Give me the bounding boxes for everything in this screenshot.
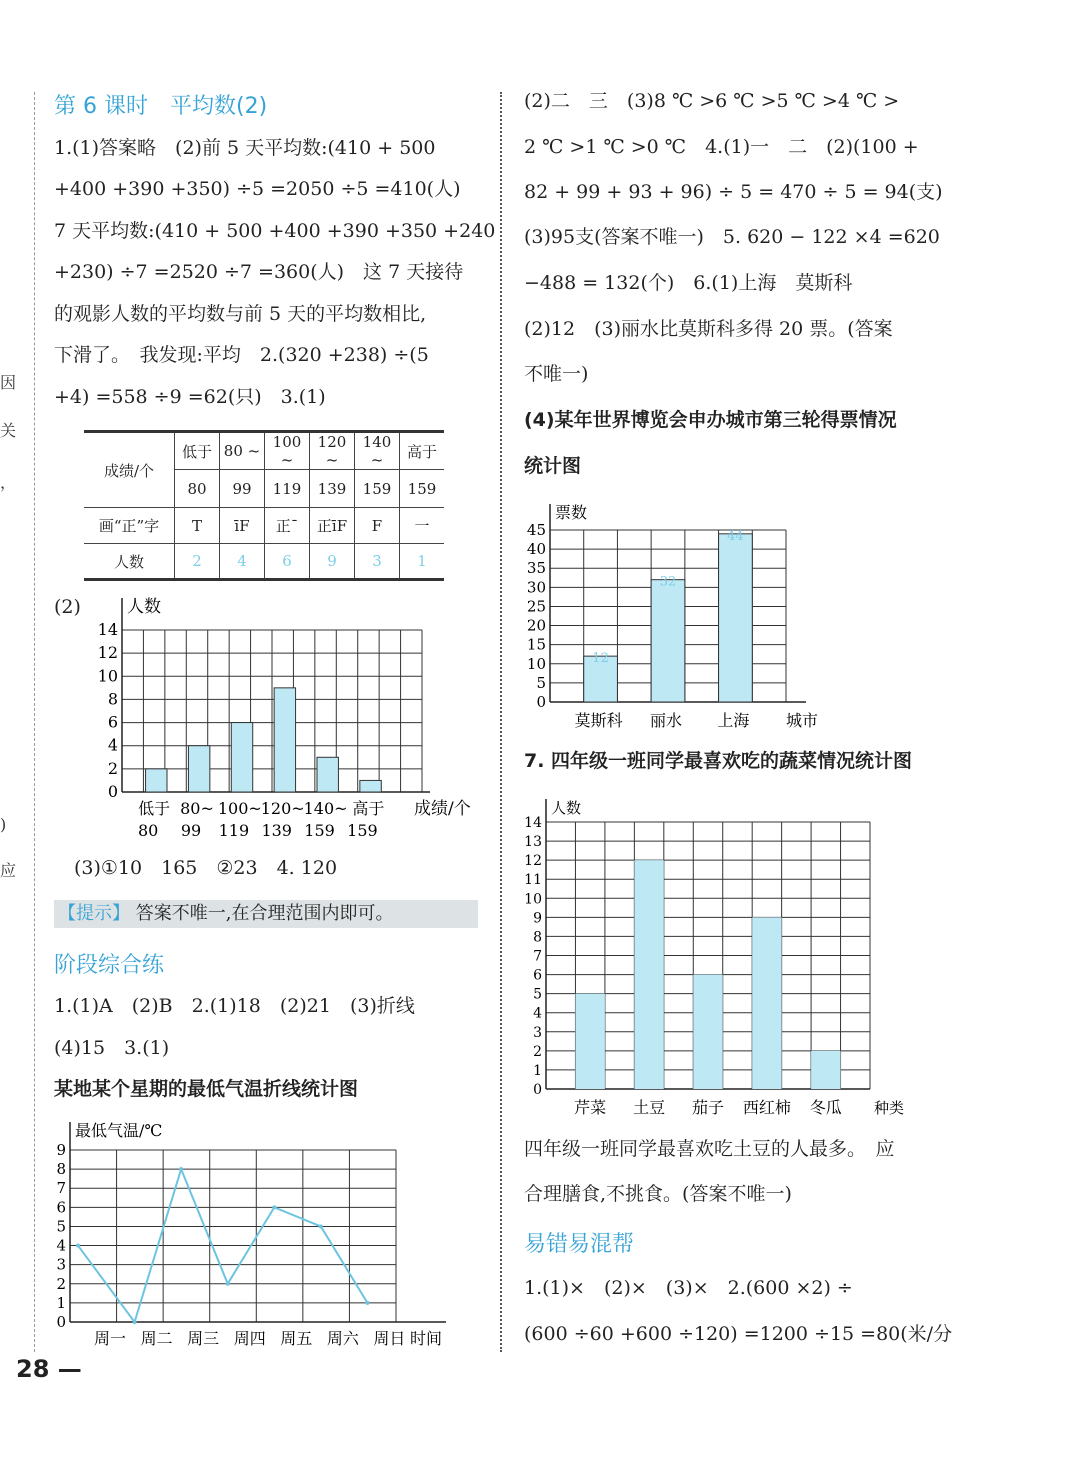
hint-tag: 【提示】	[58, 903, 130, 924]
bar	[146, 769, 167, 792]
x-tick-label: 139	[261, 821, 292, 840]
answer-line: (600 ÷60 +600 ÷120) =1200 ÷15 =80(米/分	[524, 1323, 953, 1345]
answer-line: 82 + 99 + 93 + 96) ÷ 5 = 470 ÷ 5 = 94(支)	[524, 181, 943, 203]
y-tick-label: 2	[533, 1043, 542, 1060]
bar	[317, 757, 338, 792]
x-tick-label: 周日	[373, 1329, 406, 1348]
vote-bar-chart	[514, 496, 844, 736]
x-axis-label: 成绩/个	[414, 799, 471, 819]
table-cell: 119	[265, 470, 310, 508]
y-tick-label: 6	[533, 967, 542, 984]
y-tick-label: 7	[56, 1179, 66, 1198]
edge-char: 关	[0, 421, 17, 440]
x-tick-label: 周二	[140, 1329, 173, 1348]
answer-line: 合理膳食,不挑食。(答案不唯一)	[524, 1183, 792, 1205]
data-point	[226, 1282, 230, 1286]
answer-line: 7 天平均数:(410 + 500 +400 +390 +350 +240	[54, 220, 496, 242]
chart-title: (4)某年世界博览会申办城市第三轮得票情况	[524, 409, 897, 431]
data-point	[272, 1205, 276, 1209]
answer-line: −488 = 132(个) 6.(1)上海 莫斯科	[524, 272, 853, 294]
data-label: 44	[727, 528, 744, 544]
edge-char: 应	[0, 861, 17, 880]
bar	[693, 975, 722, 1089]
count-cell: 3	[355, 544, 400, 580]
edge-char: 因	[0, 373, 17, 392]
y-tick-label: 10	[524, 891, 542, 908]
x-tick-label: 159	[304, 821, 335, 840]
data-point	[365, 1301, 369, 1305]
y-tick-label: 7	[533, 948, 542, 965]
x-tick-label: 莫斯科	[574, 711, 623, 730]
y-tick-label: 12	[524, 853, 542, 870]
y-tick-label: 14	[524, 815, 542, 831]
x-tick-label: 茄子	[691, 1098, 725, 1117]
y-tick-label: 3	[56, 1255, 66, 1274]
x-tick-label: 周三	[187, 1329, 220, 1348]
y-tick-label: 8	[533, 929, 542, 946]
y-tick-label: 0	[107, 782, 118, 801]
y-tick-label: 8	[56, 1160, 66, 1179]
row-header: 画“正”字	[84, 508, 175, 544]
table-cell: 99	[220, 470, 265, 508]
bar	[752, 917, 781, 1089]
left-margin-line	[34, 92, 35, 1352]
x-tick-label: 140~	[303, 799, 348, 818]
y-tick-label: 14	[97, 620, 118, 639]
table-cell: 80 ~	[220, 432, 265, 470]
hint-box	[54, 900, 478, 928]
y-axis-label: 人数	[127, 597, 161, 617]
answer-line: +230) ÷7 =2520 ÷7 =360(人) 这 7 天接待	[54, 261, 464, 283]
y-tick-label: 5	[536, 673, 546, 692]
table-cell: 高于	[400, 432, 445, 470]
lesson-title: 第 6 课时 平均数(2)	[54, 94, 268, 119]
y-tick-label: 3	[533, 1024, 542, 1041]
y-tick-label: 4	[533, 1005, 542, 1022]
answer-line: 1.(1)答案略 (2)前 5 天平均数:(410 + 500	[54, 137, 436, 159]
y-tick-label: 5	[533, 986, 542, 1003]
chart-title: 统计图	[524, 455, 582, 477]
bar	[811, 1051, 840, 1089]
bar	[719, 534, 753, 702]
y-tick-label: 30	[526, 578, 546, 597]
table-cell: 159	[355, 470, 400, 508]
answer-line: (2)12 (3)丽水比莫斯科多得 20 票。(答案	[524, 318, 893, 340]
y-tick-label: 35	[526, 559, 546, 578]
y-tick-label: 9	[533, 910, 542, 927]
x-tick-label: 100~	[217, 799, 262, 818]
y-tick-label: 45	[526, 521, 546, 539]
data-point	[179, 1167, 183, 1171]
y-tick-label: 15	[526, 635, 546, 654]
x-tick-label: 上海	[717, 711, 750, 730]
count-cell: 4	[220, 544, 265, 580]
data-label: 32	[659, 574, 677, 590]
part-label: (2)	[54, 596, 81, 618]
y-tick-label: 8	[107, 689, 118, 709]
edge-char: ，	[0, 473, 17, 492]
table-cell: 120 ~	[310, 432, 355, 470]
data-point	[133, 1320, 137, 1324]
x-tick-label: 80~	[180, 799, 214, 818]
edge-char: )	[0, 815, 7, 834]
y-tick-label: 5	[56, 1217, 66, 1236]
y-tick-label: 6	[56, 1198, 66, 1217]
row-header: 人数	[84, 544, 175, 580]
x-tick-label: 高于	[352, 799, 385, 818]
answer-line: +4) =558 ÷9 =62(只) 3.(1)	[54, 386, 326, 408]
y-tick-label: 6	[107, 712, 118, 732]
section-title: 阶段综合练	[54, 953, 165, 978]
tally-cell: T	[175, 508, 220, 544]
tally-cell: F	[355, 508, 400, 544]
score-bar-chart	[80, 590, 490, 850]
count-cell: 9	[310, 544, 355, 580]
y-tick-label: 25	[526, 597, 546, 616]
count-cell: 1	[400, 544, 445, 580]
y-tick-label: 10	[97, 666, 118, 686]
data-point	[319, 1224, 323, 1228]
data-label: 12	[592, 651, 609, 667]
x-tick-label: 周六	[326, 1329, 359, 1348]
chart-title: 7. 四年级一班同学最喜欢吃的蔬菜情况统计图	[524, 750, 913, 772]
x-tick-label: 冬瓜	[809, 1098, 842, 1117]
bar	[634, 860, 663, 1089]
y-tick-label: 40	[526, 540, 546, 559]
x-tick-label: 芹菜	[574, 1098, 607, 1117]
y-tick-label: 0	[56, 1313, 66, 1331]
page-number: 28 —	[16, 1355, 82, 1383]
data-point	[76, 1244, 80, 1248]
y-axis-label: 票数	[555, 503, 588, 522]
x-tick-label: 低于	[138, 799, 171, 818]
answer-line: 的观影人数的平均数与前 5 天的平均数相比,	[54, 303, 427, 325]
count-cell: 2	[175, 544, 220, 580]
row-header: 成绩/个	[84, 432, 175, 508]
x-tick-label: 159	[347, 821, 378, 840]
y-tick-label: 1	[56, 1293, 66, 1312]
y-tick-label: 20	[526, 616, 546, 635]
answer-line: 2 ℃ >1 ℃ >0 ℃ 4.(1)一 二 (2)(100 +	[524, 136, 919, 158]
answer-line: (2)二 三 (3)8 ℃ >6 ℃ >5 ℃ >4 ℃ >	[524, 90, 900, 112]
tally-cell: īF	[220, 508, 265, 544]
x-tick-label: 120~	[260, 799, 305, 818]
answer-line: +400 +390 +350) ÷5 =2050 ÷5 =410(人)	[54, 178, 461, 200]
count-cell: 6	[265, 544, 310, 580]
table-cell: 139	[310, 470, 355, 508]
y-tick-label: 13	[524, 834, 542, 851]
table-cell: 159	[400, 470, 445, 508]
y-tick-label: 0	[533, 1082, 542, 1098]
tally-table	[84, 430, 444, 581]
tally-cell: 正¯	[265, 508, 310, 544]
answer-line: (4)15 3.(1)	[54, 1037, 170, 1059]
y-tick-label: 4	[56, 1236, 66, 1255]
answer-line: (3)95支(答案不唯一) 5. 620 − 122 ×4 =620	[524, 226, 940, 248]
bar	[274, 688, 295, 792]
bar	[360, 780, 381, 792]
x-tick-label: 土豆	[633, 1098, 666, 1117]
bar	[651, 580, 685, 702]
x-tick-label: 80	[137, 821, 159, 840]
y-tick-label: 9	[56, 1141, 66, 1159]
y-tick-label: 11	[524, 872, 542, 889]
y-tick-label: 4	[107, 735, 118, 755]
y-tick-label: 12	[97, 643, 118, 663]
table-cell: 低于	[175, 432, 220, 470]
vegetable-bar-chart	[514, 795, 924, 1125]
temperature-line-chart	[44, 1118, 464, 1356]
x-axis-label: 时间	[410, 1329, 443, 1348]
x-tick-label: 周四	[233, 1329, 266, 1348]
y-tick-label: 10	[526, 654, 546, 673]
y-tick-label: 2	[56, 1274, 66, 1293]
answer-line: 不唯一)	[524, 363, 589, 385]
x-tick-label: 99	[180, 821, 202, 840]
section-title: 易错易混帮	[524, 1232, 635, 1257]
answer-line: 下滑了。 我发现:平均 2.(320 +238) ÷(5	[54, 344, 429, 366]
x-tick-label: 丽水	[649, 711, 683, 730]
x-axis-label: 城市	[786, 711, 819, 730]
tally-cell: 一	[400, 508, 445, 544]
answer-line: 四年级一班同学最喜欢吃土豆的人最多。 应	[524, 1138, 895, 1160]
x-axis-label: 种类	[874, 1099, 905, 1117]
x-tick-label: 周五	[280, 1329, 313, 1348]
table-cell: 140 ~	[355, 432, 400, 470]
y-axis-label: 最低气温/℃	[75, 1121, 163, 1140]
hint-text: 答案不唯一,在合理范围内即可。	[135, 903, 394, 924]
y-tick-label: 2	[107, 758, 118, 778]
y-axis-label: 人数	[551, 799, 582, 817]
table-cell: 80	[175, 470, 220, 508]
bar	[575, 994, 604, 1089]
x-tick-label: 西红柿	[742, 1098, 791, 1117]
chart-title: 某地某个星期的最低气温折线统计图	[54, 1078, 359, 1100]
answer-line: 1.(1)A (2)B 2.(1)18 (2)21 (3)折线	[54, 995, 415, 1017]
tally-cell: 正īF	[310, 508, 355, 544]
answer-line: 1.(1)× (2)× (3)× 2.(600 ×2) ÷	[524, 1277, 853, 1299]
bar	[231, 723, 252, 792]
table-cell: 100 ~	[265, 432, 310, 470]
bar	[188, 746, 209, 792]
y-tick-label: 0	[536, 693, 546, 711]
x-tick-label: 周一	[93, 1329, 127, 1348]
column-divider	[500, 92, 502, 1352]
x-tick-label: 119	[218, 821, 250, 840]
answer-line: (3)①10 165 ②23 4. 120	[74, 857, 338, 879]
y-tick-label: 1	[533, 1062, 542, 1079]
